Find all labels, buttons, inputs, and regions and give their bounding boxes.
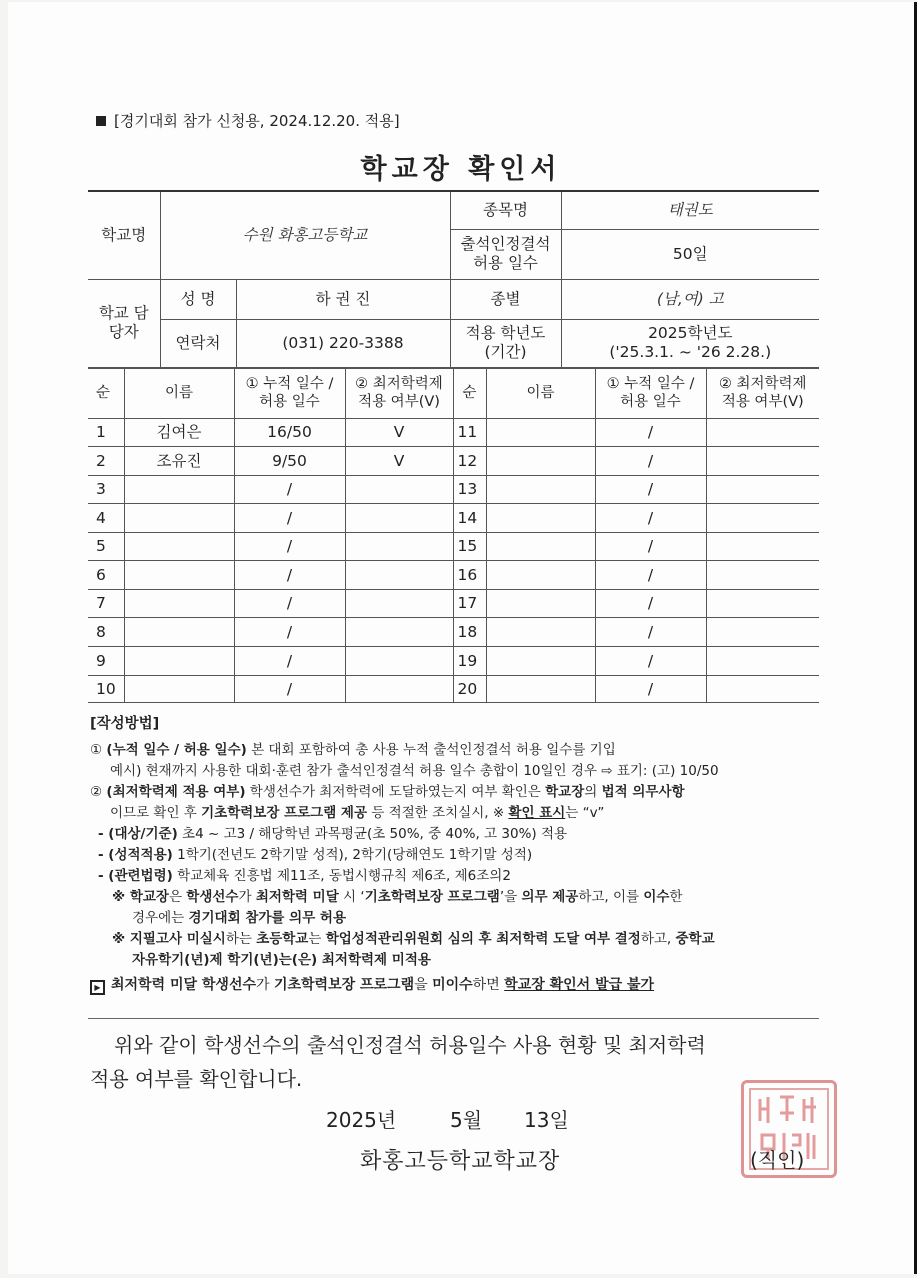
- roster-name: [124, 647, 234, 676]
- roster-days: /: [595, 647, 706, 676]
- roster-days: /: [234, 504, 345, 533]
- col-days-header: ① 누적 일수 / 허용 일수: [595, 369, 706, 419]
- roster-min: [706, 618, 819, 647]
- table-row: [88, 504, 819, 533]
- col-name-header: 이름: [486, 369, 595, 419]
- roster-no: 1: [88, 419, 124, 447]
- instructions: [90, 714, 830, 996]
- roster-days: /: [234, 533, 345, 561]
- roster-no: 2: [88, 447, 124, 476]
- roster-days: /: [595, 419, 706, 447]
- roster-min: [706, 447, 819, 476]
- seal-label: (직인): [750, 1148, 805, 1172]
- criteria-law: - (관련법령) 학교체육 진흥법 제11조, 동법시행규칙 제6조, 제6조의2: [98, 868, 511, 884]
- col-no-header: 순: [453, 369, 486, 419]
- principal-name: 화홍고등학교학교장: [360, 1149, 561, 1174]
- col-name-header: 이름: [124, 369, 234, 419]
- roster-no: 13: [453, 476, 486, 504]
- school-info-table: [88, 190, 819, 368]
- note-principal: ※ 학교장은 학생선수가 최저학력 미달 시 ‘기초학력보장 프로그램’을 의무 제공하고, 이를 이수한: [112, 889, 683, 905]
- roster-no: 10: [88, 676, 124, 703]
- roster-name: 조유진: [124, 447, 234, 476]
- contact-value: (031) 220-3388: [236, 319, 450, 367]
- roster-min: [345, 618, 453, 647]
- divider: [88, 1018, 819, 1019]
- roster-min: [345, 647, 453, 676]
- table-row: [88, 419, 819, 447]
- sport-label: 종목명: [450, 191, 561, 229]
- roster-no: 12: [453, 447, 486, 476]
- roster-name: [486, 590, 595, 618]
- roster-days: /: [595, 447, 706, 476]
- roster-name: [124, 476, 234, 504]
- roster-no: 19: [453, 647, 486, 676]
- roster-no: 9: [88, 647, 124, 676]
- name-label: 성 명: [160, 279, 236, 319]
- roster-name: [486, 447, 595, 476]
- date-month: 5월: [450, 1108, 483, 1132]
- roster-name: [124, 590, 234, 618]
- roster-min: [345, 561, 453, 590]
- roster-no: 3: [88, 476, 124, 504]
- roster-min: [345, 476, 453, 504]
- document-title: 학교장 확인서: [360, 154, 562, 185]
- roster-min: [706, 561, 819, 590]
- instruction-2-line2: 이므로 확인 후 기초학력보장 프로그램 제공 등 적절한 조치실시, ※ 확인 표시는 “v”: [110, 805, 605, 821]
- roster-days: /: [595, 676, 706, 703]
- roster-name: [124, 618, 234, 647]
- roster-name: [486, 504, 595, 533]
- roster-min: [706, 504, 819, 533]
- roster-name: [124, 676, 234, 703]
- instruction-1: ① (누적 일수 / 허용 일수) 본 대회 포함하여 총 사용 누적 출석인정결석 허용 일수를 기입: [90, 742, 616, 758]
- roster-name: 김여은: [124, 419, 234, 447]
- roster-table: [88, 368, 819, 703]
- roster-min: [345, 676, 453, 703]
- table-row: [88, 561, 819, 590]
- roster-min: [706, 533, 819, 561]
- roster-days: /: [595, 476, 706, 504]
- roster-no: 15: [453, 533, 486, 561]
- roster-no: 18: [453, 618, 486, 647]
- roster-no: 14: [453, 504, 486, 533]
- sport-value: 태권도: [561, 191, 819, 229]
- roster-days: 9/50: [234, 447, 345, 476]
- arrow-box-icon: ▶: [90, 980, 105, 995]
- note-exam: ※ 지필고사 미실시하는 초등학교는 학업성적관리위원회 심의 후 최저학력 도달 여부 결정하고, 중학교: [112, 931, 715, 947]
- contact-label: 연락처: [160, 319, 236, 367]
- col-min-header: ② 최저학력제 적용 여부(V): [706, 369, 819, 419]
- roster-days: /: [234, 561, 345, 590]
- roster-days: /: [234, 676, 345, 703]
- roster-days: /: [595, 561, 706, 590]
- table-row: [88, 447, 819, 476]
- roster-days: /: [595, 504, 706, 533]
- note-principal-line2: 경우에는 경기대회 참가를 의무 허용: [132, 910, 347, 926]
- roster-no: 8: [88, 618, 124, 647]
- roster-min: [706, 647, 819, 676]
- roster-name: [486, 647, 595, 676]
- date-day: 13일: [524, 1108, 569, 1132]
- roster-no: 5: [88, 533, 124, 561]
- allowed-days-value: 50일: [561, 229, 819, 279]
- roster-days: 16/50: [234, 419, 345, 447]
- roster-min: [345, 533, 453, 561]
- roster-min: [706, 590, 819, 618]
- roster-days: /: [234, 476, 345, 504]
- school-name-value: 수원 화홍고등학교: [160, 191, 450, 279]
- roster-min: [706, 419, 819, 447]
- instructions-title: [작성방법]: [90, 716, 160, 732]
- category-value: (남,여) 고: [561, 279, 819, 319]
- year-value: 2025학년도 ('25.3.1. ~ '26 2.28.): [561, 319, 819, 367]
- roster-min: [706, 676, 819, 703]
- roster-no: 16: [453, 561, 486, 590]
- roster-name: [486, 419, 595, 447]
- table-row: [88, 618, 819, 647]
- roster-no: 17: [453, 590, 486, 618]
- roster-min: V: [345, 419, 453, 447]
- school-name-label: 학교명: [88, 191, 160, 279]
- roster-name: [486, 561, 595, 590]
- roster-name: [486, 533, 595, 561]
- note-exam-line2: 자유학기(년)제 학기(년)는(은) 최저학력제 미적용: [132, 952, 431, 968]
- table-row: [88, 476, 819, 504]
- roster-name: [486, 676, 595, 703]
- instruction-1-example: 예시) 현재까지 사용한 대회·훈련 참가 출석인정결석 허용 일수 총합이 10일인 경우 ⇨ 표기: (고) 10/50: [110, 763, 719, 779]
- roster-min: [345, 504, 453, 533]
- roster-no: 7: [88, 590, 124, 618]
- col-days-header: ① 누적 일수 / 허용 일수: [234, 369, 345, 419]
- roster-days: /: [595, 618, 706, 647]
- instruction-2: ② (최저학력제 적용 여부) 학생선수가 최저학력에 도달하였는지 여부 확인은 학교장의 법적 의무사항: [90, 784, 685, 800]
- table-row: [88, 676, 819, 703]
- roster-no: 20: [453, 676, 486, 703]
- document-page: [8, 2, 917, 1274]
- square-bullet-icon: [96, 116, 106, 126]
- roster-min: [345, 590, 453, 618]
- roster-days: /: [234, 590, 345, 618]
- roster-days: /: [595, 590, 706, 618]
- roster-days: /: [234, 647, 345, 676]
- roster-name: [124, 561, 234, 590]
- col-min-header: ② 최저학력제 적용 여부(V): [345, 369, 453, 419]
- roster-no: 11: [453, 419, 486, 447]
- roster-days: /: [595, 533, 706, 561]
- manager-label: 학교 담당자: [88, 279, 160, 367]
- criteria-grades: - (성적적용) 1학기(전년도 2학기말 성적), 2학기(당해연도 1학기말 성적): [98, 847, 533, 863]
- roster-min: V: [345, 447, 453, 476]
- category-label: 종별: [450, 279, 561, 319]
- roster-name: [124, 504, 234, 533]
- form-note: [경기대회 참가 신청용, 2024.12.20. 적용]: [96, 110, 400, 131]
- col-no-header: 순: [88, 369, 124, 419]
- final-note: ▶ 최저학력 미달 학생선수가 기초학력보장 프로그램을 미이수하면 학교장 확인서 발급 불가: [90, 975, 830, 996]
- roster-no: 4: [88, 504, 124, 533]
- roster-name: [124, 533, 234, 561]
- table-row: [88, 647, 819, 676]
- date-year: 2025년: [326, 1108, 397, 1132]
- confirmation-statement: 위와 같이 학생선수의 출석인정결석 허용일수 사용 현황 및 최저학력 적용 여부를 확인합니다.: [90, 1033, 706, 1091]
- criteria-target: - (대상/기준) 초4 ~ 고3 / 해당학년 과목평균(초 50%, 중 40%, 고 30%) 적용: [98, 826, 568, 842]
- table-row: [88, 590, 819, 618]
- roster-min: [706, 476, 819, 504]
- roster-name: [486, 476, 595, 504]
- roster-no: 6: [88, 561, 124, 590]
- name-value: 하 권 진: [236, 279, 450, 319]
- allowed-days-label: 출석인정결석 허용 일수: [450, 229, 561, 279]
- roster-name: [486, 618, 595, 647]
- table-row: [88, 533, 819, 561]
- year-label: 적용 학년도 (기간): [450, 319, 561, 367]
- roster-days: /: [234, 618, 345, 647]
